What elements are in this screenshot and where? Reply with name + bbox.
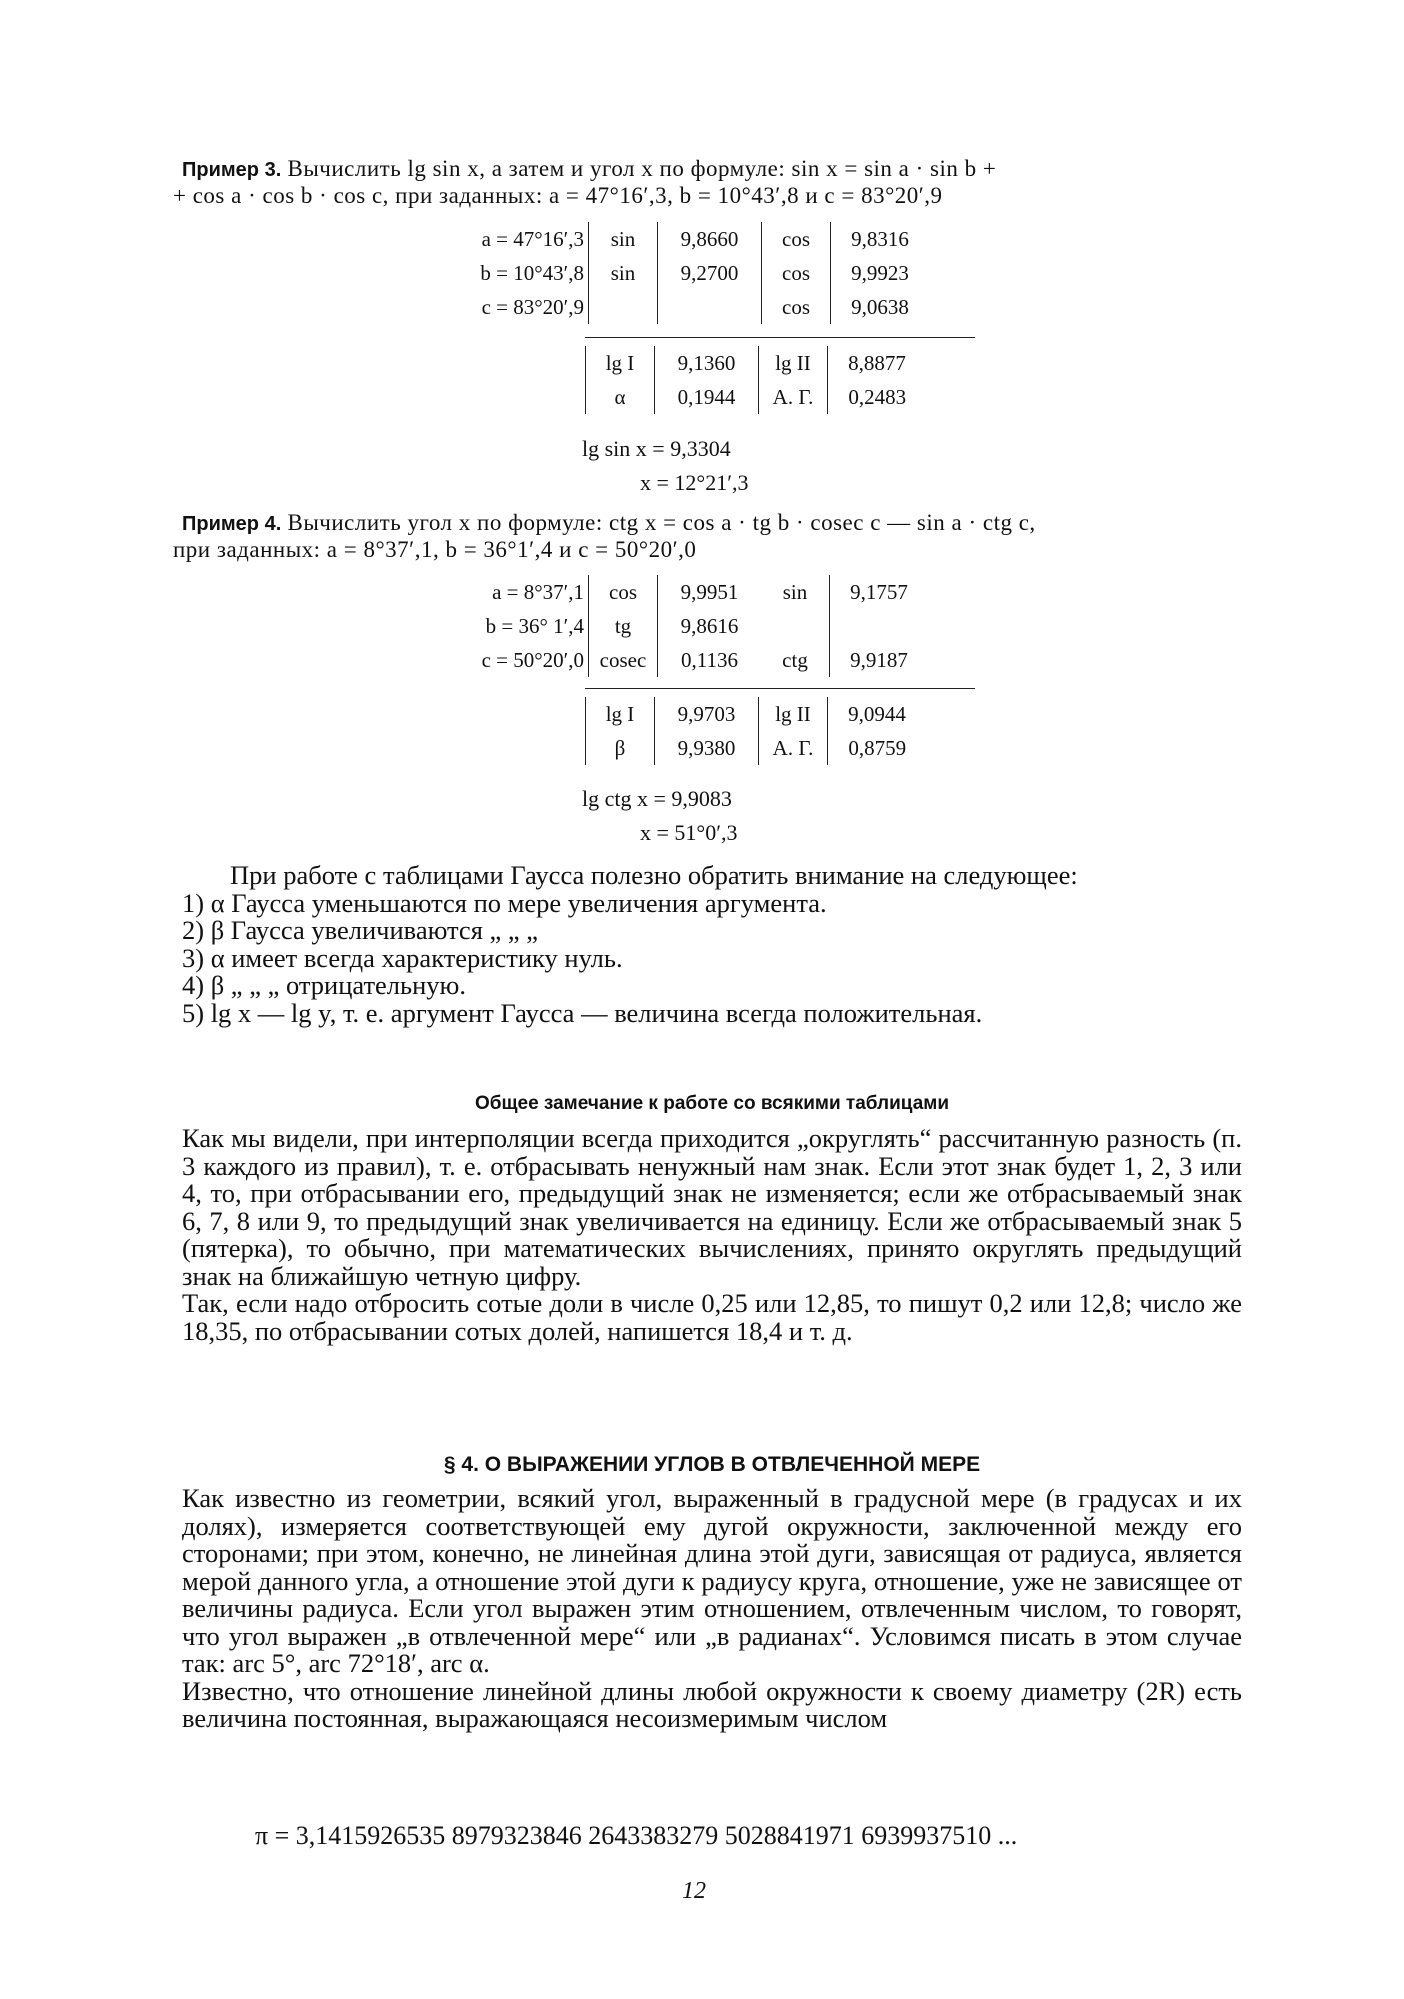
page-number: 12 [682,1878,706,1904]
list-item: 2) β Гаусса увеличиваются „ „ „ [182,915,539,945]
general-paragraph-1: Как мы видели, при интерполяции всегда приходится „округлять“ рассчитанную разность (п. 3 каждого из правил), т. е. отбрасывать ненужный нам знак. Если этот знак будет 1, 2, 3 или 4, то, при отбрасывании его, предыдущий знак не изменяется; если же отбрасываемый знак 6, 7, 8 или 9, то предыдущий знак увеличивается на единицу. Если же отбрасываемый знак 5 (пятерка), то обычно, при математических вычислениях, принято округлять предыдущий знак на ближайшую четную цифру. [182,1123,1242,1291]
table-row: c = 83°20′,9 cos 9,0638 [415,290,929,324]
example3-result-x: x = 12°21′,3 [640,470,749,495]
example4-label: Пример 4. [182,513,282,535]
example4-line2: при заданных: a = 8°37′,1, b = 36°1′,4 и c = 50°20′,0 [173,537,697,562]
section4-paragraph-1: Как известно из геометрии, всякий угол, выраженный в градусной мере (в градусах и их долях), измеряется соответствующей ему дугой окружности, заключенной между его сторонами; при этом, конечно, не линейная длина этой дуги, зависящая от радиуса, является мерой данного угла, а отношение этой дуги к радиусу круга, отношение, уже не зависящее от величины радиуса. Если угол выражен этим отношением, отвлеченным числом, то говорят, что угол выражен „в отвлеченной мере“ или „в радианах“. Условимся писать в этом случае так: arc 5°, arc 72°18′, arc α. [182,1483,1242,1678]
list-item: 3) α имеет всегда характеристику нуль. [182,942,623,973]
example4-result-lg: lg ctg x = 9,9083 [582,786,732,811]
general-text [182,1125,1242,1345]
example3-table-2 [585,346,927,414]
example4-statement [173,510,1242,563]
general-heading: Общее замечание к работе со всякими таблицами [474,1093,950,1114]
example4-table-2 [585,697,927,765]
list-item: 4) β „ „ „ отрицательную. [182,970,466,1000]
example4-result-x: x = 51°0′,3 [640,820,738,845]
example3-line1: Вычислить lg sin x, а затем и угол x по формуле: sin x = sin a · sin b + [287,156,997,181]
general-paragraph-2: Так, если надо отбросить сотые доли в числе 0,25 или 12,85, то пишут 0,2 или 12,8; число же 18,35, по отбрасывании сотых долей, напишется 18,4 и т. д. [182,1288,1242,1346]
table-row: a = 8°37′,1 cos 9,9951 sin 9,1757 [415,575,928,609]
example3-result-lg: lg sin x = 9,3304 [582,436,731,461]
table-row: a = 47°16′,3 sin 9,8660 cos 9,8316 [415,222,929,256]
example3-label: Пример 3. [182,159,282,181]
example3-table [415,222,929,324]
table-row: α 0,1944 А. Г. 0,2483 [586,380,927,414]
example3-statement [173,156,1242,209]
divider [585,688,975,689]
table-row: β 9,9380 А. Г. 0,8759 [586,731,927,765]
gauss-notes [182,862,1242,1027]
notes-intro: При работе с таблицами Гаусса полезно обратить внимание на следующее: [230,860,1078,890]
example4-line1: Вычислить угол x по формуле: ctg x = cos a · tg b · cosec c — sin a · ctg c, [287,510,1036,535]
section4-paragraph-2: Известно, что отношение линейной длины любой окружности к своему диаметру (2R) есть величина постоянная, выражающаяся несоизмеримым числом [182,1675,1242,1733]
table-row: c = 50°20′,0 cosec 0,1136 ctg 9,9187 [415,643,928,677]
pi-value: π = 3,1415926535 8979323846 2643383279 5028841971 6939937510 ... [255,1821,1018,1850]
list-item: 5) lg x — lg y, т. е. аргумент Гаусса — величина всегда положительная. [182,997,983,1028]
table-row: b = 36° 1′,4 tg 9,8616 [415,609,928,643]
table-row: b = 10°43′,8 sin 9,2700 cos 9,9923 [415,256,929,290]
divider [585,337,975,338]
example3-line2: + cos a · cos b · cos c, при заданных: a = 47°16′,3, b = 10°43′,8 и c = 83°20′,9 [173,183,943,208]
list-item: 1) α Гаусса уменьшаются по мере увеличения аргумента. [182,887,827,918]
table-row: lg I 9,9703 lg II 9,0944 [586,697,927,731]
section4-heading: § 4. О ВЫРАЖЕНИИ УГЛОВ В ОТВЛЕЧЕННОЙ МЕРЕ [443,1453,981,1476]
example4-table [415,575,928,677]
section4-text [182,1485,1242,1733]
table-row: lg I 9,1360 lg II 8,8877 [586,346,927,380]
